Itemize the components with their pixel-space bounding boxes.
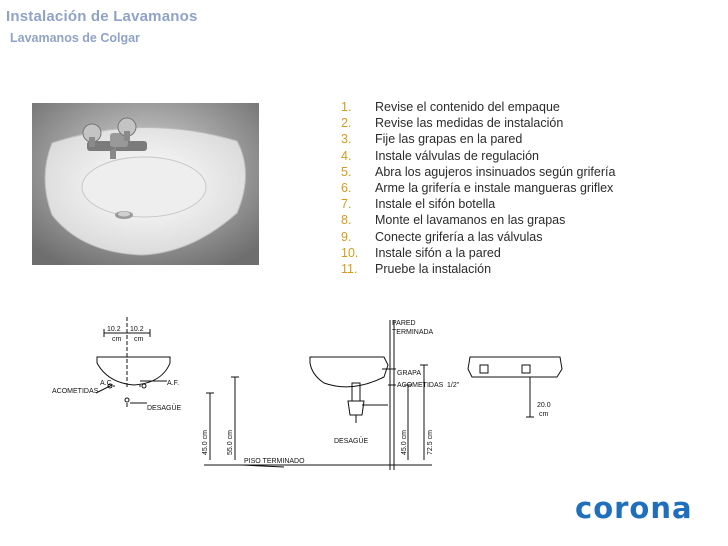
step-item — [341, 245, 615, 261]
height-45-right-label: 45.0 cm — [401, 430, 408, 455]
dim-left-value: 10.2 — [107, 326, 121, 333]
step-text: Monte el lavamanos en las grapas — [375, 213, 566, 228]
height-55-label: 55.0 cm — [227, 430, 234, 455]
step-text: Arme la grifería e instale mangueras griflex — [375, 180, 614, 195]
step-item — [341, 115, 615, 131]
step-number: 10. — [341, 245, 359, 260]
dim-20-unit: cm — [539, 411, 549, 418]
step-text: Instale sifón a la pared — [375, 245, 501, 260]
step-text: Fije las grapas en la pared — [375, 132, 523, 147]
pared-label: PARED — [392, 320, 416, 327]
dim-left-unit: cm — [112, 336, 122, 343]
step-item — [341, 148, 615, 164]
installation-diagram — [52, 305, 576, 485]
height-45-label: 45.0 cm — [202, 430, 209, 455]
desague-label: DESAGÜE — [147, 405, 182, 412]
ac-label: A.C. — [100, 380, 114, 387]
step-text: Pruebe la instalación — [375, 261, 492, 276]
step-text: Revise las medidas de instalación — [375, 116, 564, 131]
step-item — [341, 196, 615, 212]
step-text: Instale el sifón botella — [375, 197, 496, 212]
step-number: 4. — [341, 148, 352, 163]
desague-right-label: DESAGÜE — [334, 438, 369, 445]
step-number: 2. — [341, 116, 352, 131]
dim-right-value: 10.2 — [130, 326, 144, 333]
step-text: Abra los agujeros insinuados según grifería — [375, 164, 616, 179]
acometidas-right-label: ACOMETIDAS — [397, 382, 444, 389]
terminada-label: TERMINADA — [392, 329, 434, 336]
piso-label: PISO TERMINADO — [244, 458, 305, 465]
step-text: Revise el contenido del empaque — [375, 100, 560, 114]
half-inch-label: 1/2" — [447, 382, 460, 389]
step-number: 3. — [341, 132, 352, 147]
step-item — [341, 99, 615, 115]
step-number: 11. — [341, 261, 358, 276]
step-number: 9. — [341, 229, 352, 244]
step-text: Conecte grifería a las válvulas — [375, 229, 543, 244]
step-item — [341, 212, 615, 228]
step-item — [341, 229, 615, 245]
step-item — [341, 180, 615, 196]
step-number: 1. — [341, 100, 352, 114]
page-subtitle: Lavamanos de Colgar — [10, 31, 140, 45]
step-text: Instale válvulas de regulación — [375, 148, 539, 163]
acometidas-label: ACOMETIDAS — [52, 388, 99, 395]
grapa-label: GRAPA — [397, 370, 421, 377]
step-number: 7. — [341, 197, 352, 212]
step-item — [341, 261, 615, 277]
af-label: A.F. — [167, 380, 180, 387]
step-number: 5. — [341, 164, 352, 179]
height-72-label: 72.5 cm — [427, 430, 434, 455]
dim-right-unit: cm — [134, 336, 144, 343]
dim-20-value: 20.0 — [537, 402, 551, 409]
step-number: 6. — [341, 180, 352, 195]
sink-photo — [32, 103, 259, 265]
corona-logo: corona — [575, 491, 693, 525]
step-number: 8. — [341, 213, 352, 228]
installation-steps — [341, 99, 615, 277]
step-item — [341, 164, 615, 180]
page-title: Instalación de Lavamanos — [6, 8, 198, 25]
step-item — [341, 131, 615, 147]
